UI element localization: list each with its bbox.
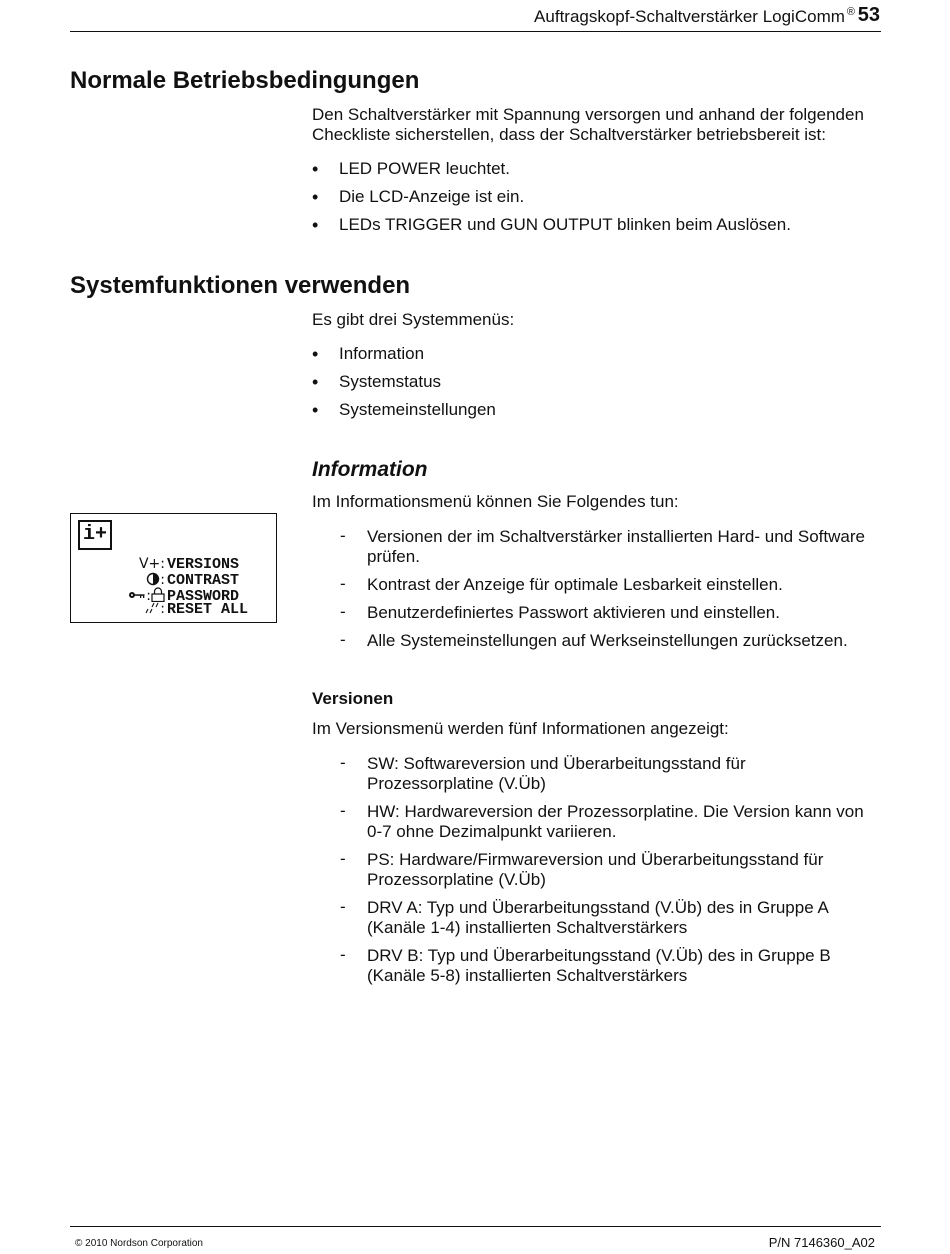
list-item: • Die LCD-Anzeige ist ein. (312, 187, 872, 215)
header-title-text: Auftragskopf-Schaltverstärker LogiComm (534, 7, 845, 26)
lcd-row-password (111, 587, 240, 605)
section1-intro-line1: Den Schaltverstärker mit Spannung versorgen und anhand der folgenden (312, 105, 864, 124)
subheading-versionen: Versionen (312, 689, 394, 708)
list-item: - Versionen der im Schaltverstärker installierten Hard- und Software prüfen. (340, 527, 875, 567)
section2-bullet-list (312, 344, 872, 428)
subheading-information: Information (312, 458, 428, 481)
footer-copyright: © 2010 Nordson Corporation (75, 1238, 203, 1249)
section2-intro: Es gibt drei Systemmenüs: (312, 310, 515, 329)
header-rule (70, 31, 881, 32)
list-item: - Alle Systemeinstellungen auf Werkseinstellungen zurücksetzen. (340, 631, 875, 651)
password-colon: : (146, 588, 151, 604)
list-item: - HW: Hardwareversion der Prozessorplatine. Die Version kann von 0-7 ohne Dezimalpunkt variieren. (340, 802, 875, 842)
footer-part-number: P/N 7146360_A02 (768, 1235, 875, 1250)
lcd-label-contrast: CONTRAST (167, 572, 240, 589)
versions-symbol: V+: (138, 556, 165, 572)
list-item: - SW: Softwareversion und Überarbeitungsstand für Prozessorplatine (V.Üb) (340, 754, 875, 794)
list-item: - Benutzerdefiniertes Passwort aktivieren und einstellen. (340, 603, 875, 623)
lcd-label-reset-all: RESET ALL (167, 601, 249, 618)
section1-intro (312, 105, 882, 145)
lcd-row-reset (111, 602, 248, 617)
list-item: - DRV B: Typ und Überarbeitungsstand (V.Üb) des in Gruppe B (Kanäle 5-8) installierten Schaltverstärkers (340, 946, 875, 986)
registered-mark: ® (846, 6, 855, 18)
list-item: - Kontrast der Anzeige für optimale Lesbarkeit einstellen. (340, 575, 875, 595)
section1-bullet-list (312, 159, 872, 243)
lock-icon (151, 587, 165, 602)
section-heading-normal-operation: Normale Betriebsbedingungen (70, 67, 420, 94)
footer-rule (70, 1226, 881, 1227)
list-item: • Information (312, 344, 872, 372)
list-item: • LED POWER leuchtet. (312, 159, 872, 187)
lcd-row-contrast (111, 572, 239, 587)
list-item: - DRV A: Typ und Überarbeitungsstand (V.Üb) des in Gruppe A (Kanäle 1-4) installierten Schaltverstärkers (340, 898, 875, 938)
key-icon (128, 590, 146, 600)
versionen-dash-list (340, 754, 875, 994)
lcd-label-versions: VERSIONS (167, 556, 240, 573)
section-heading-system-functions: Systemfunktionen verwenden (70, 272, 411, 299)
list-item: • Systemstatus (312, 372, 872, 400)
reset-colon: : (160, 601, 165, 617)
information-intro: Im Informationsmenü können Sie Folgendes tun: (312, 492, 679, 511)
page-number: 53 (857, 4, 880, 26)
info-menu-icon: i+ (78, 520, 112, 550)
versionen-intro: Im Versionsmenü werden fünf Informationen angezeigt: (312, 719, 729, 738)
section1-intro-line2: Checkliste sicherstellen, dass der Schaltverstärker betriebsbereit ist: (312, 125, 826, 144)
list-item: - PS: Hardware/Firmwareversion und Überarbeitungsstand für Prozessorplatine (V.Üb) (340, 850, 875, 890)
information-dash-list (340, 527, 875, 659)
lcd-label-password: PASSWORD (167, 588, 240, 605)
reset-icon (144, 602, 160, 614)
list-item: • LEDs TRIGGER und GUN OUTPUT blinken beim Auslösen. (312, 215, 872, 243)
header-title (534, 6, 855, 27)
lcd-row-versions (111, 557, 239, 572)
contrast-icon (146, 572, 160, 586)
contrast-colon: : (160, 572, 165, 588)
lcd-display-illustration (70, 513, 277, 623)
list-item: • Systemeinstellungen (312, 400, 872, 428)
